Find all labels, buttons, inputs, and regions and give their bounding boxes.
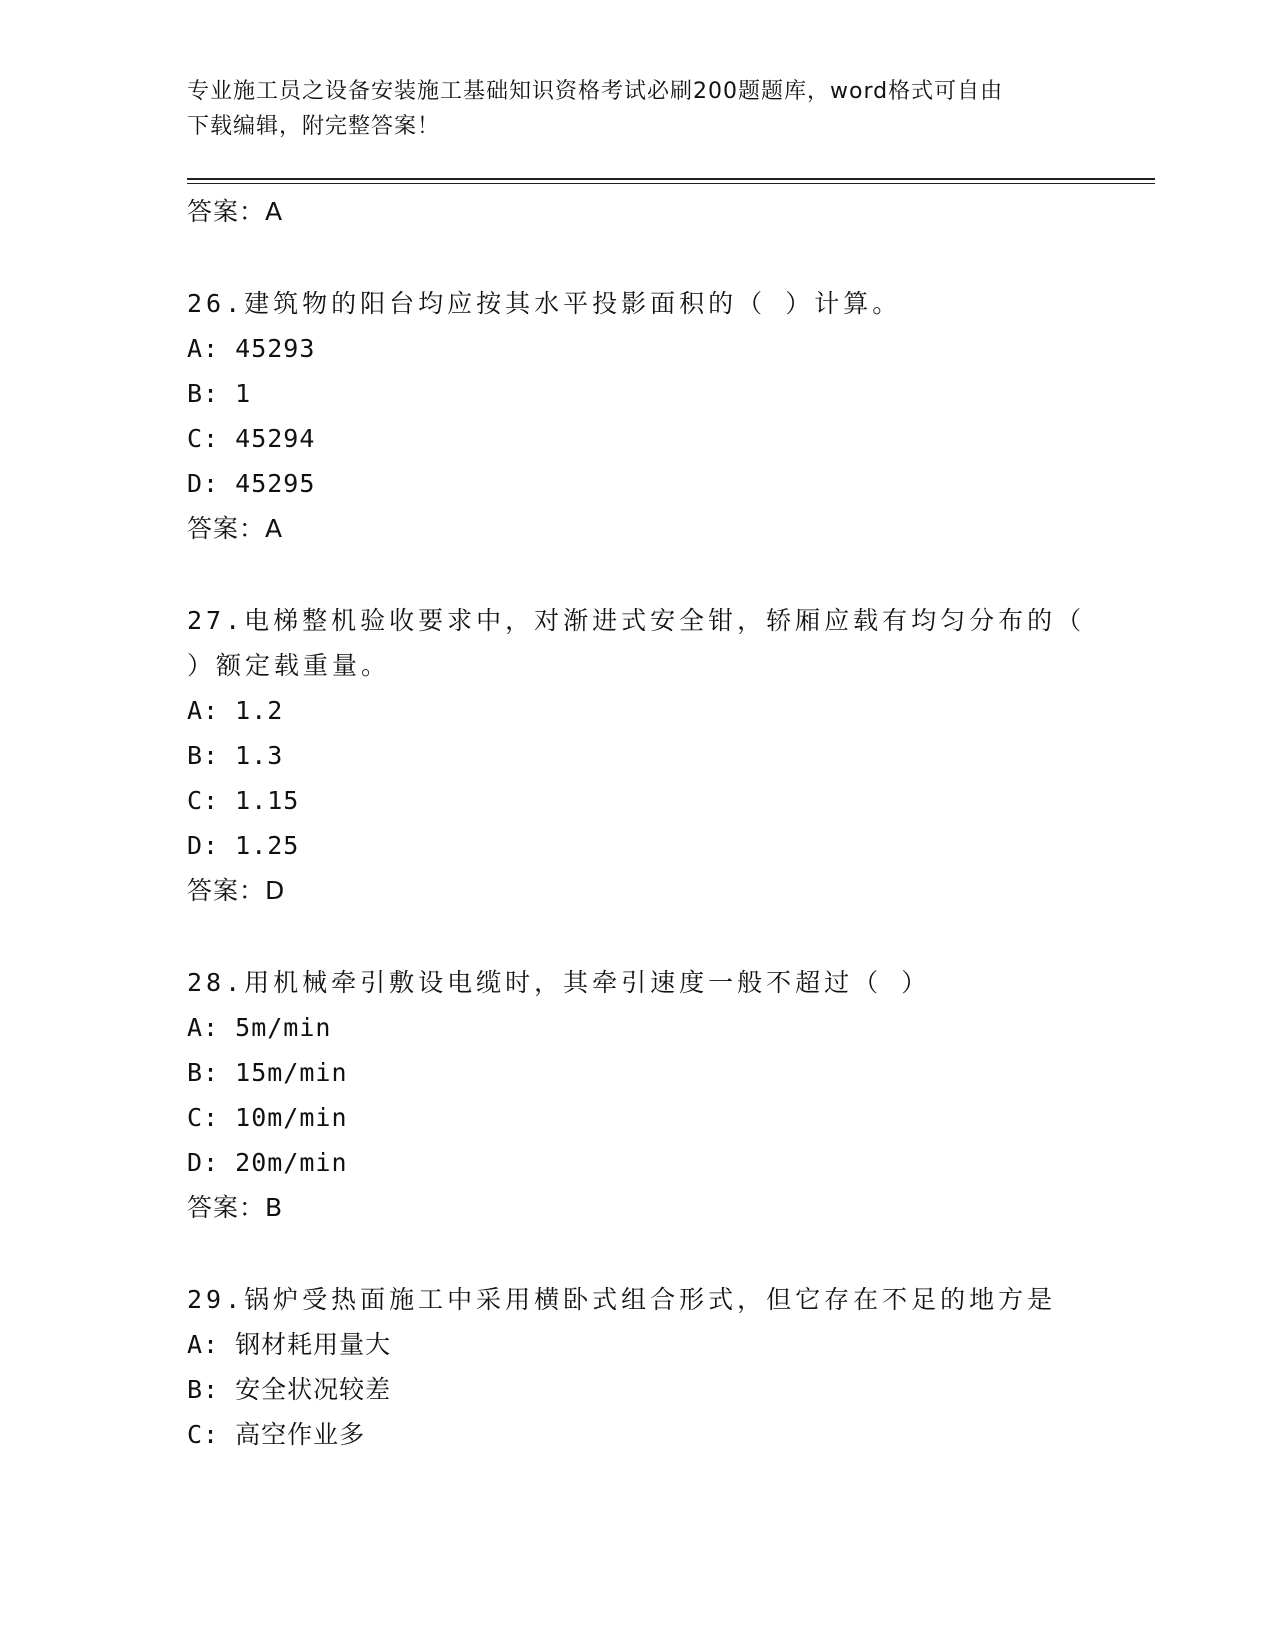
option-c: C: 45294 <box>187 424 316 453</box>
option-a: A: 45293 <box>187 334 316 363</box>
answer: 答案：D <box>187 876 286 905</box>
question-text: 29.锅炉受热面施工中采用横卧式组合形式，但它存在不足的地方是 <box>187 1285 1057 1314</box>
answer-previous: 答案：A <box>187 197 284 226</box>
option-c: C: 高空作业多 <box>187 1420 366 1449</box>
header-rule-thick <box>187 178 1155 180</box>
option-b: B: 1 <box>187 379 252 408</box>
document-header <box>187 74 1077 144</box>
header-line-2: 下载编辑，附完整答案！ <box>187 114 441 139</box>
option-a: A: 钢材耗用量大 <box>187 1330 392 1359</box>
answer: 答案：B <box>187 1193 284 1222</box>
option-d: D: 1.25 <box>187 831 300 860</box>
question-26 <box>187 281 1087 551</box>
option-d: D: 20m/min <box>187 1148 348 1177</box>
option-c: C: 1.15 <box>187 786 300 815</box>
question-29 <box>187 1277 1087 1457</box>
question-text-line-1: 27.电梯整机验收要求中，对渐进式安全钳，轿厢应载有均匀分布的（ <box>187 606 1086 635</box>
question-text: 26.建筑物的阳台均应按其水平投影面积的（ ）计算。 <box>187 289 902 318</box>
option-d: D: 45295 <box>187 469 316 498</box>
question-text: 28.用机械牵引敷设电缆时，其牵引速度一般不超过（ ） <box>187 968 931 997</box>
option-b: B: 安全状况较差 <box>187 1375 392 1404</box>
question-text-line-2: ）额定载重量。 <box>187 651 391 680</box>
header-line-1: 专业施工员之设备安装施工基础知识资格考试必刷200题题库，word格式可自由 <box>187 79 1004 104</box>
question-27 <box>187 598 1087 913</box>
question-28 <box>187 960 1087 1230</box>
option-a: A: 1.2 <box>187 696 284 725</box>
option-c: C: 10m/min <box>187 1103 348 1132</box>
option-b: B: 15m/min <box>187 1058 348 1087</box>
option-a: A: 5m/min <box>187 1013 332 1042</box>
header-rule-thin <box>187 183 1155 184</box>
answer: 答案：A <box>187 514 284 543</box>
option-b: B: 1.3 <box>187 741 284 770</box>
document-body <box>187 189 1087 1457</box>
